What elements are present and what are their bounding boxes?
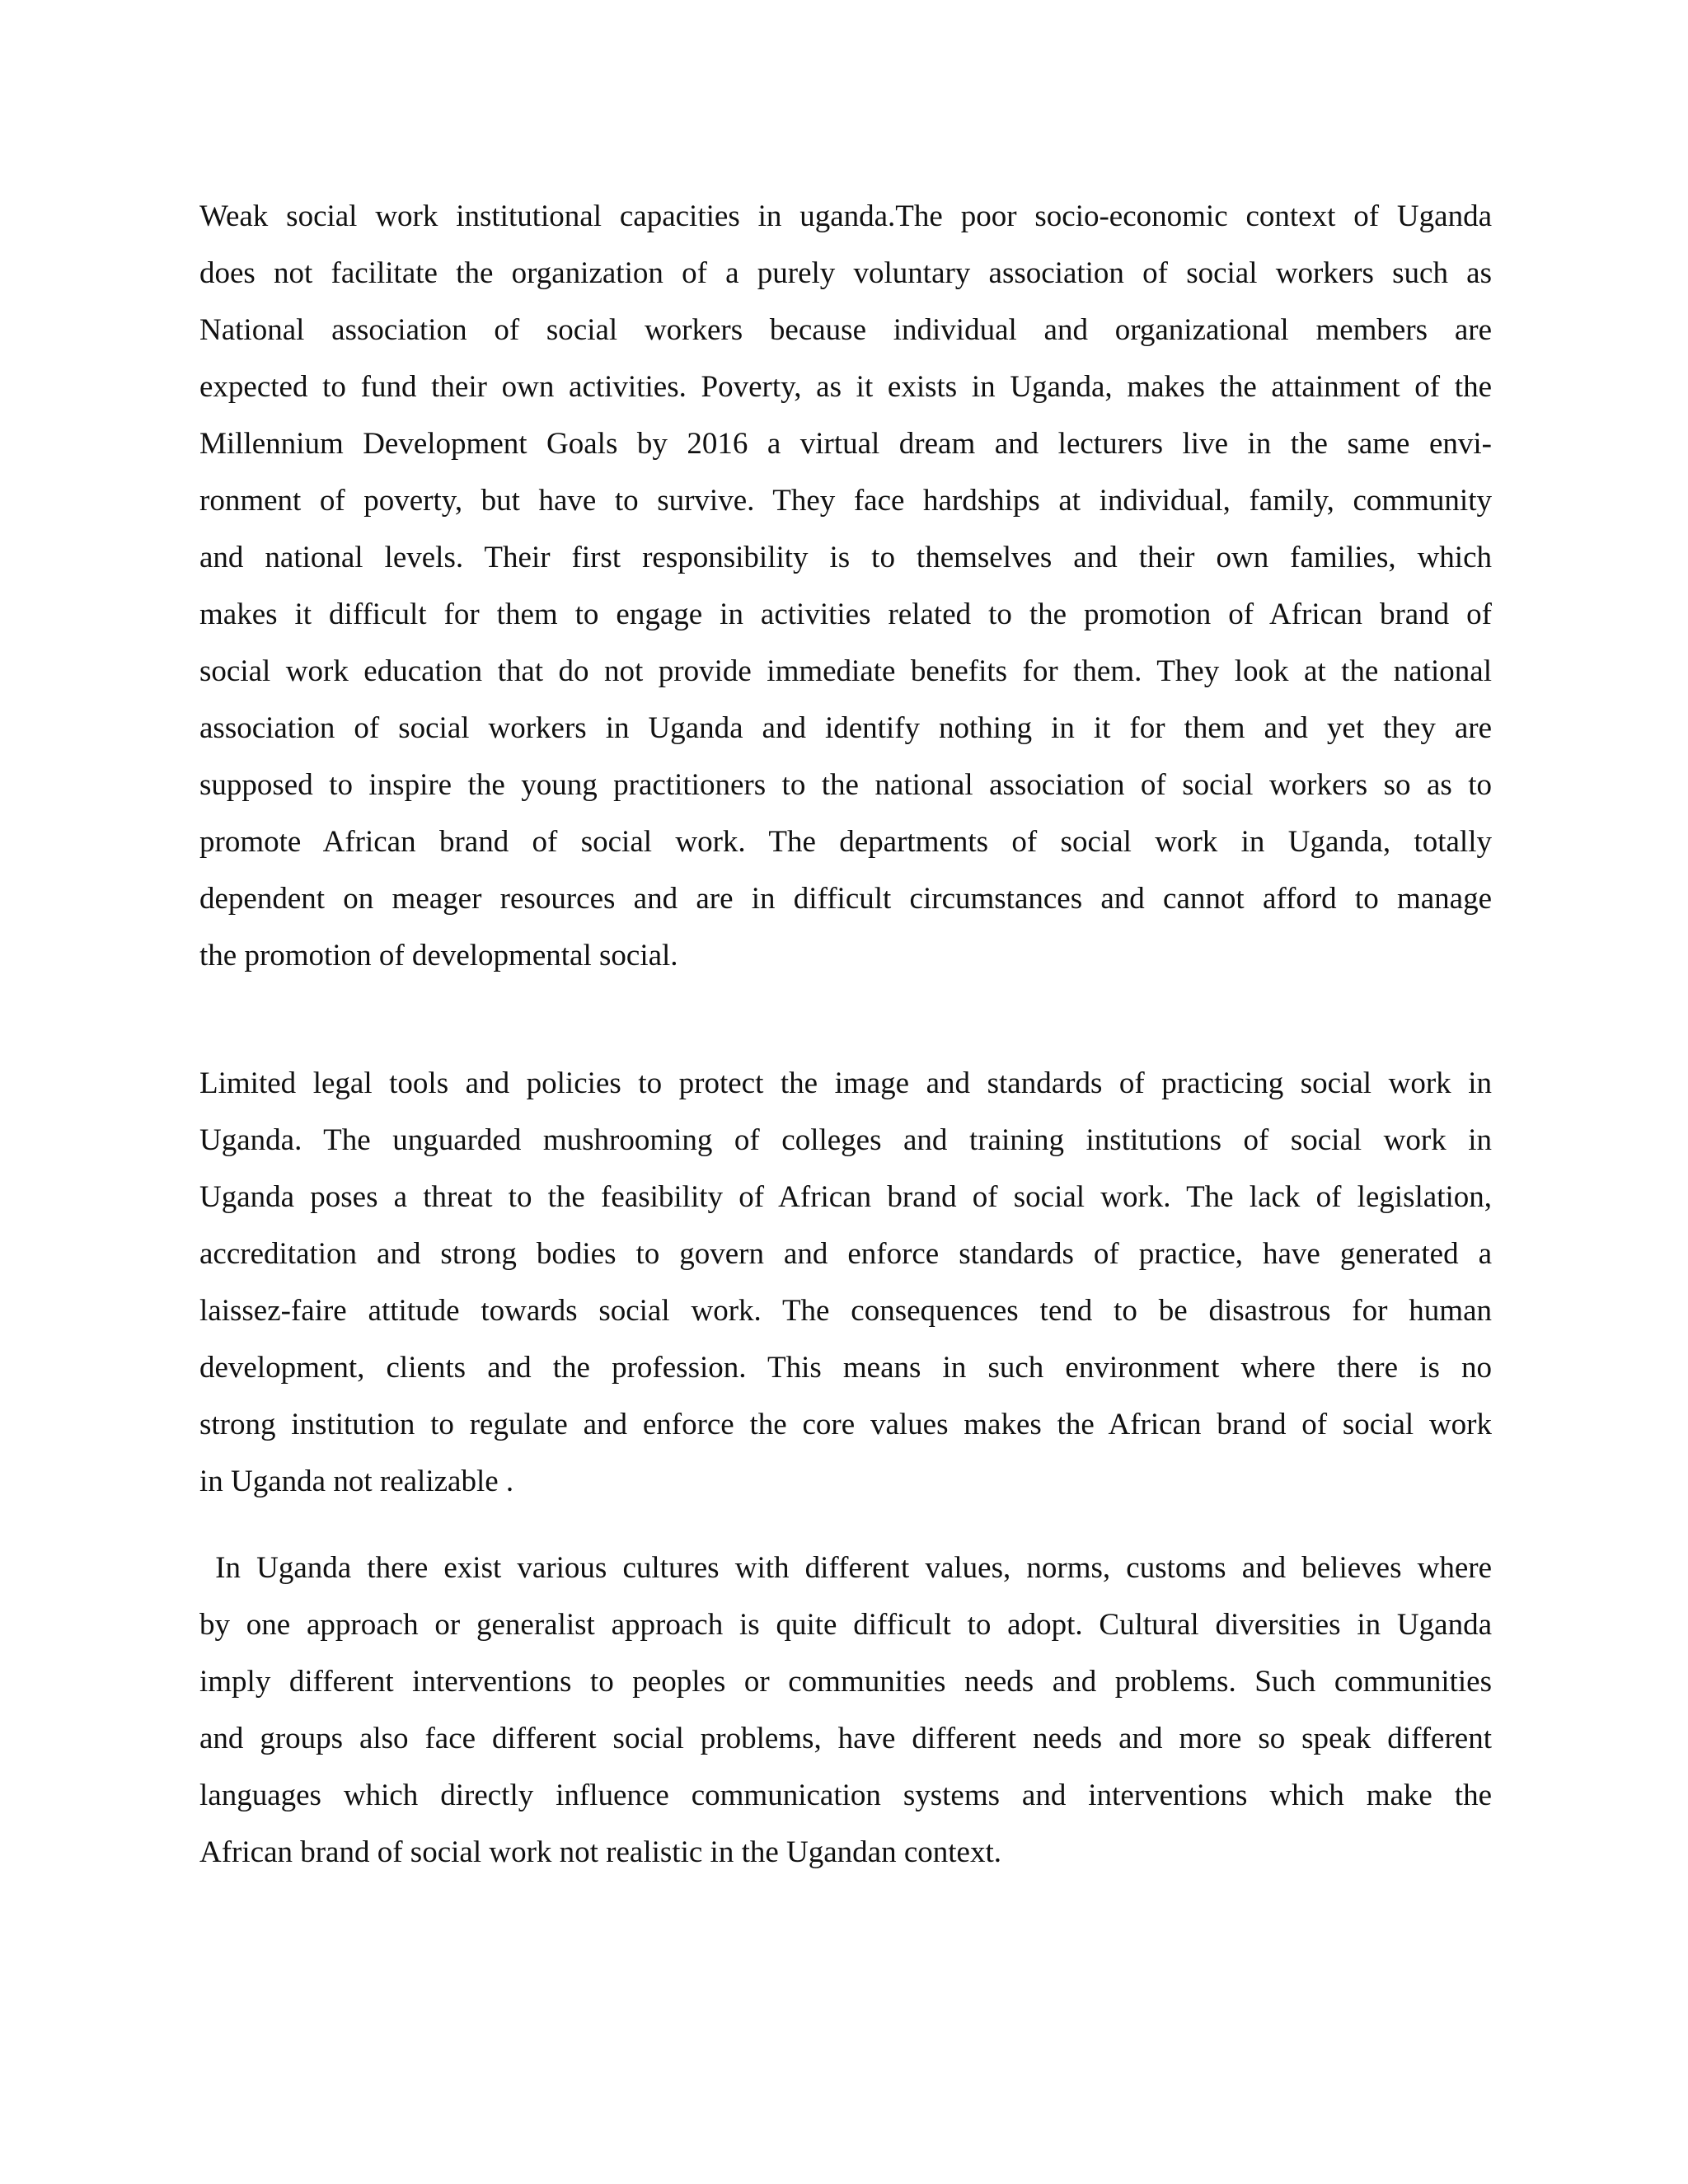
text-line: Limited legal tools and policies to protect the image and standards of practicing social work in bbox=[199, 1066, 1492, 1100]
text-line: imply different interventions to peoples or communities needs and problems. Such communities bbox=[199, 1665, 1492, 1699]
text-line: in Uganda not realizable . bbox=[199, 1465, 514, 1498]
text-line: makes it difficult for them to engage in activities related to the promotion of African brand of bbox=[199, 598, 1492, 631]
text-line: Millennium Development Goals by 2016 a virtual dream and lecturers live in the same envi- bbox=[199, 427, 1492, 461]
text-line: by one approach or generalist approach is quite difficult to adopt. Cultural diversities in Uganda bbox=[199, 1608, 1492, 1642]
paragraph-weak-institutional-capacities bbox=[199, 188, 1492, 984]
text-line: languages which directly influence communication systems and interventions which make the bbox=[199, 1779, 1492, 1812]
text-line: ronment of poverty, but have to survive. They face hardships at individual, family, community bbox=[199, 484, 1492, 518]
text-line: expected to fund their own activities. Poverty, as it exists in Uganda, makes the attainment of the bbox=[199, 370, 1492, 404]
text-line: In Uganda there exist various cultures with different values, norms, customs and believes where bbox=[199, 1551, 1492, 1585]
paragraph-cultural-diversity bbox=[199, 1540, 1492, 1881]
text-line: association of social workers in Uganda and identify nothing in it for them and yet they are bbox=[199, 711, 1492, 745]
text-line: development, clients and the profession. This means in such environment where there is no bbox=[199, 1351, 1492, 1385]
text-line: the promotion of developmental social. bbox=[199, 939, 678, 972]
paragraph-limited-legal-tools bbox=[199, 1055, 1492, 1510]
text-line: National association of social workers because individual and organizational members are bbox=[199, 313, 1492, 347]
text-line: and national levels. Their first responsibility is to themselves and their own families, which bbox=[199, 541, 1492, 574]
text-line: social work education that do not provide immediate benefits for them. They look at the national bbox=[199, 654, 1492, 688]
text-line: does not facilitate the organization of a purely voluntary association of social workers such as bbox=[199, 256, 1492, 290]
text-line: African brand of social work not realistic in the Ugandan context. bbox=[199, 1835, 1001, 1869]
text-line: and groups also face different social problems, have different needs and more so speak different bbox=[199, 1722, 1492, 1755]
text-line: accreditation and strong bodies to govern and enforce standards of practice, have generated a bbox=[199, 1237, 1492, 1271]
text-line: Weak social work institutional capacities in uganda.The poor socio-economic context of Uganda bbox=[199, 199, 1492, 233]
text-line: supposed to inspire the young practitioners to the national association of social workers so as to bbox=[199, 768, 1492, 802]
text-line: strong institution to regulate and enforce the core values makes the African brand of social work bbox=[199, 1408, 1492, 1441]
text-line: Uganda. The unguarded mushrooming of colleges and training institutions of social work in bbox=[199, 1123, 1492, 1157]
text-line: dependent on meager resources and are in difficult circumstances and cannot afford to manage bbox=[199, 882, 1492, 916]
text-line: Uganda poses a threat to the feasibility of African brand of social work. The lack of legislation, bbox=[199, 1180, 1492, 1214]
text-line: laissez-faire attitude towards social work. The consequences tend to be disastrous for human bbox=[199, 1294, 1492, 1328]
text-line: promote African brand of social work. The departments of social work in Uganda, totally bbox=[199, 825, 1492, 859]
